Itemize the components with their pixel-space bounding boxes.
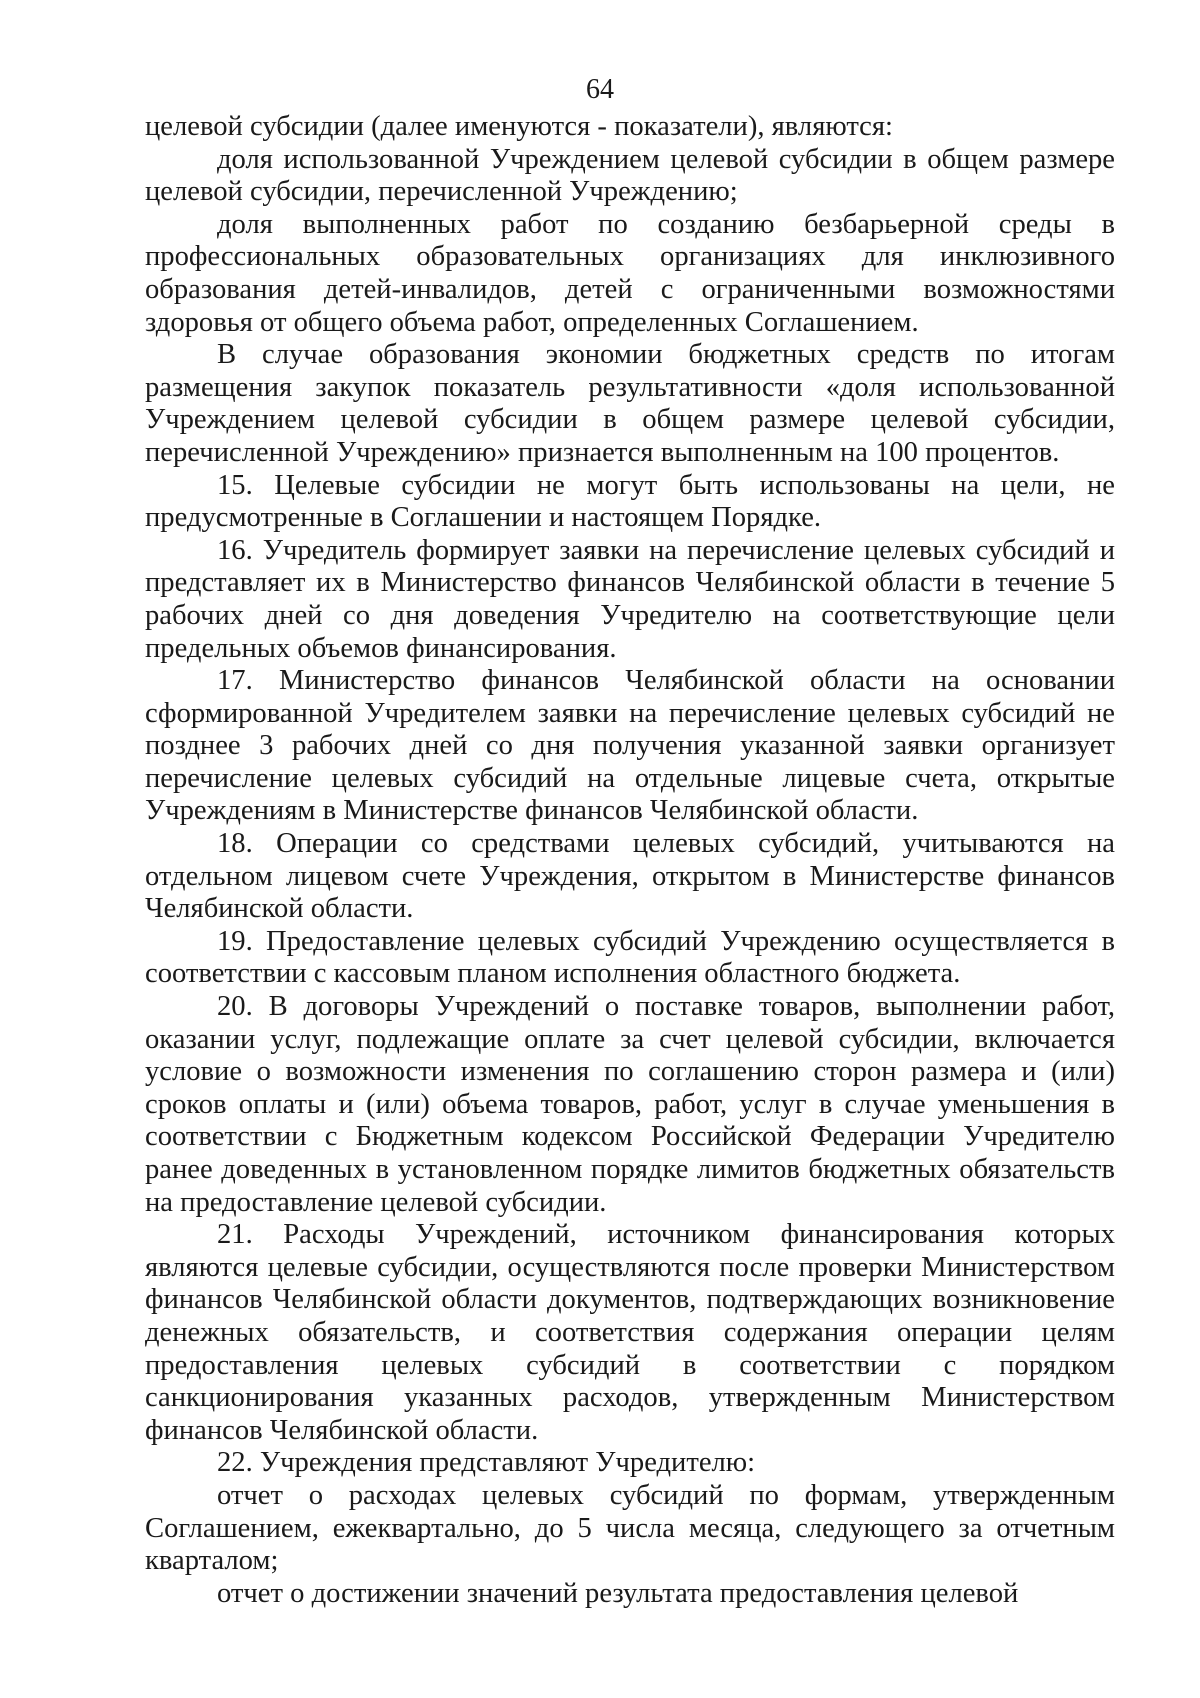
document-body bbox=[145, 111, 1115, 1610]
paragraph-indicator-used-share: доля использованной Учреждением целевой субсидии в общем размере целевой субсидии, перечисленной Учреждению; bbox=[145, 143, 1115, 208]
paragraph-indicator-barrier-free: доля выполненных работ по созданию безбарьерной среды в профессиональных образовательных организациях для инклюзивного образования детей-инвалидов, детей с ограниченными возможностями здоровья от общего объема работ, определенных Соглашением. bbox=[145, 208, 1115, 338]
page-number: 64 bbox=[586, 74, 614, 105]
paragraph-item-22: 22. Учреждения представляют Учредителю: bbox=[217, 1447, 756, 1479]
paragraph-item-17: 17. Министерство финансов Челябинской области на основании сформированной Учредителем заявки на перечисление целевых субсидий не позднее 3 рабочих дней со дня получения указанной заявки организует перечисление целевых субсидий на отдельные лицевые счета, открытые Учреждениям в Министерстве финансов Челябинской области. bbox=[145, 665, 1115, 827]
paragraph-report-results: отчет о достижении значений результата предоставления целевой bbox=[217, 1577, 1019, 1609]
paragraph-item-16: 16. Учредитель формирует заявки на перечисление целевых субсидий и представляет их в Министерство финансов Челябинской области в течение 5 рабочих дней со дня доведения Учредителю на соответствующие цели предельных объемов финансирования. bbox=[145, 534, 1115, 664]
paragraph-item-19: 19. Предоставление целевых субсидий Учреждению осуществляется в соответствии с кассовым планом исполнения областного бюджета. bbox=[145, 925, 1115, 990]
paragraph-item-20: 20. В договоры Учреждений о поставке товаров, выполнении работ, оказании услуг, подлежащие оплате за счет целевой субсидии, включается условие о возможности изменения по соглашению сторон размера и (или) сроков оплаты и (или) объема товаров, работ, услуг в случае уменьшения в соответствии с Бюджетным кодексом Российской Федерации Учредителю ранее доведенных в установленном порядке лимитов бюджетных обязательств на предоставление целевой субсидии. bbox=[145, 991, 1115, 1218]
paragraph-savings-case: В случае образования экономии бюджетных средств по итогам размещения закупок показатель результативности «доля использованной Учреждением целевой субсидии в общем размере целевой субсидии, перечисленной Учреждению» признается выполненным на 100 процентов. bbox=[145, 339, 1115, 468]
paragraph-item-21: 21. Расходы Учреждений, источником финансирования которых являются целевые субсидии, осуществляются после проверки Министерством финансов Челябинской области документов, подтверждающих возникновение денежных обязательств, и соответствия содержания операции целям предоставления целевых субсидий в соответствии с порядком санкционирования указанных расходов, утвержденным Министерством финансов Челябинской области. bbox=[145, 1219, 1115, 1446]
paragraph-continuation: целевой субсидии (далее именуются - показатели), являются: bbox=[145, 111, 893, 142]
paragraph-report-expenses: отчет о расходах целевых субсидий по формам, утвержденным Соглашением, ежеквартально, до 5 числа месяца, следующего за отчетным кварталом; bbox=[145, 1479, 1115, 1577]
paragraph-item-15: 15. Целевые субсидии не могут быть использованы на цели, не предусмотренные в Соглашении и настоящем Порядке. bbox=[145, 469, 1115, 534]
paragraph-item-18: 18. Операции со средствами целевых субсидий, учитываются на отдельном лицевом счете Учреждения, открытом в Министерстве финансов Челябинской области. bbox=[145, 828, 1115, 925]
